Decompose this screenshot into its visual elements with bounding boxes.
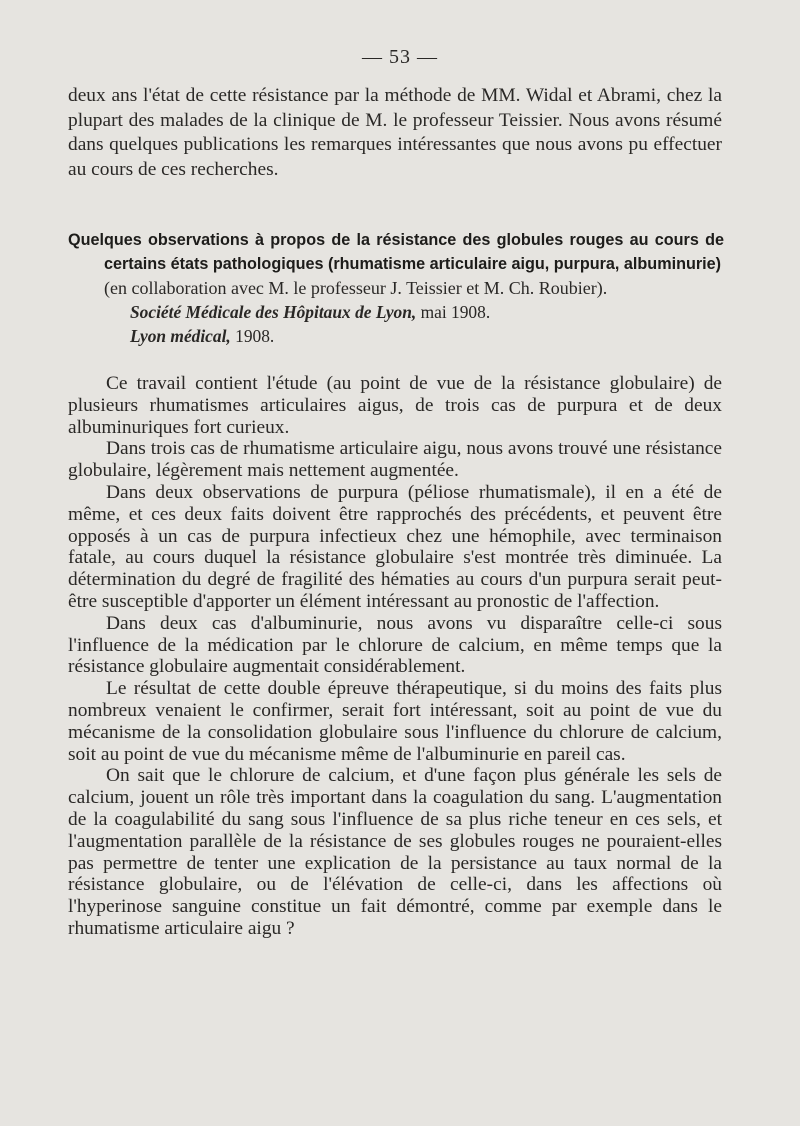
venue-1-journal: Société Médicale des Hôpitaux de Lyon, [130, 302, 417, 322]
page-number: — 53 — [362, 46, 438, 68]
publication-collaboration: (en collaboration avec M. le professeur J. Teissier et M. Ch. Roubier). [104, 278, 608, 298]
body-paragraph: Dans deux observations de purpura (péliose rhumatismale), il en a été de même, et ces deux faits doivent être rapprochés des précédents, et peuvent être opposés à un cas de purpura infectieux chez une hémophile, avec terminaison fatale, au cours duquel la résistance globulaire s'est montrée très diminuée. La détermination du degré de fragilité des hématies au cours d'un purpura serait peut-être susceptible d'apporter un élément intéressant au pronostic de l'affection. [68, 481, 722, 612]
body-paragraph: Dans deux cas d'albuminurie, nous avons vu disparaître celle-ci sous l'influence de la médication par le chlorure de calcium, en même temps que la résistance globulaire augmentait considérablement. [68, 612, 722, 678]
publication-entry [68, 228, 724, 348]
venue-2-date: 1908. [235, 326, 275, 346]
summary-body [68, 373, 722, 940]
body-paragraph: On sait que le chlorure de calcium, et d'une façon plus générale les sels de calcium, jouent un rôle très important dans la coagulation du sang. L'augmentation de la coagulabilité du sang sous l'influence de sa plus riche teneur en ces sels, et l'augmentation parallèle de la résistance de ses globules rouges ne pouraient-elles pas permettre de tenter une explication de la persistance au taux normal de la résistance globulaire, ou de l'élévation de celle-ci, dans les affections où l'hyperinose sanguine constitue un fait démontré, comme par exemple dans le rhumatisme articulaire aigu ? [68, 765, 722, 939]
publication-title: Quelques observations à propos de la résistance des globules rouges au cours de certains états pathologiques (rhumatisme articulaire aigu, purpura, albuminurie) [68, 231, 724, 273]
body-paragraph: Le résultat de cette double épreuve thérapeutique, si du moins des faits plus nombreux venaient le confirmer, serait fort intéressant, soit au point de vue du mécanisme de la consolidation globulaire sous l'influence du chlorure de calcium, soit au point de vue du mécanisme même de l'albuminurie en pareil cas. [68, 678, 722, 765]
body-paragraph: Ce travail contient l'étude (au point de vue de la résistance globulaire) de plusieurs rhumatismes articulaires aigus, de trois cas de purpura et de deux albuminuriques fort curieux. [68, 373, 722, 438]
publication-venue-1 [68, 300, 724, 324]
publication-venue-2 [68, 324, 724, 348]
intro-paragraph-block [68, 84, 722, 182]
venue-1-date: mai 1908. [420, 302, 491, 322]
venue-2-journal: Lyon médical, [130, 326, 231, 346]
body-paragraph: Dans trois cas de rhumatisme articulaire aigu, nous avons trouvé une résistance globulaire, légèrement mais nettement augmentée. [68, 438, 722, 482]
intro-paragraph: deux ans l'état de cette résistance par la méthode de MM. Widal et Abrami, chez la plupart des malades de la clinique de M. le professeur Teissier. Nous avons résumé dans quelques publications les remarques intéressantes que nous avons pu effectuer au cours de ces recherches. [68, 85, 722, 180]
